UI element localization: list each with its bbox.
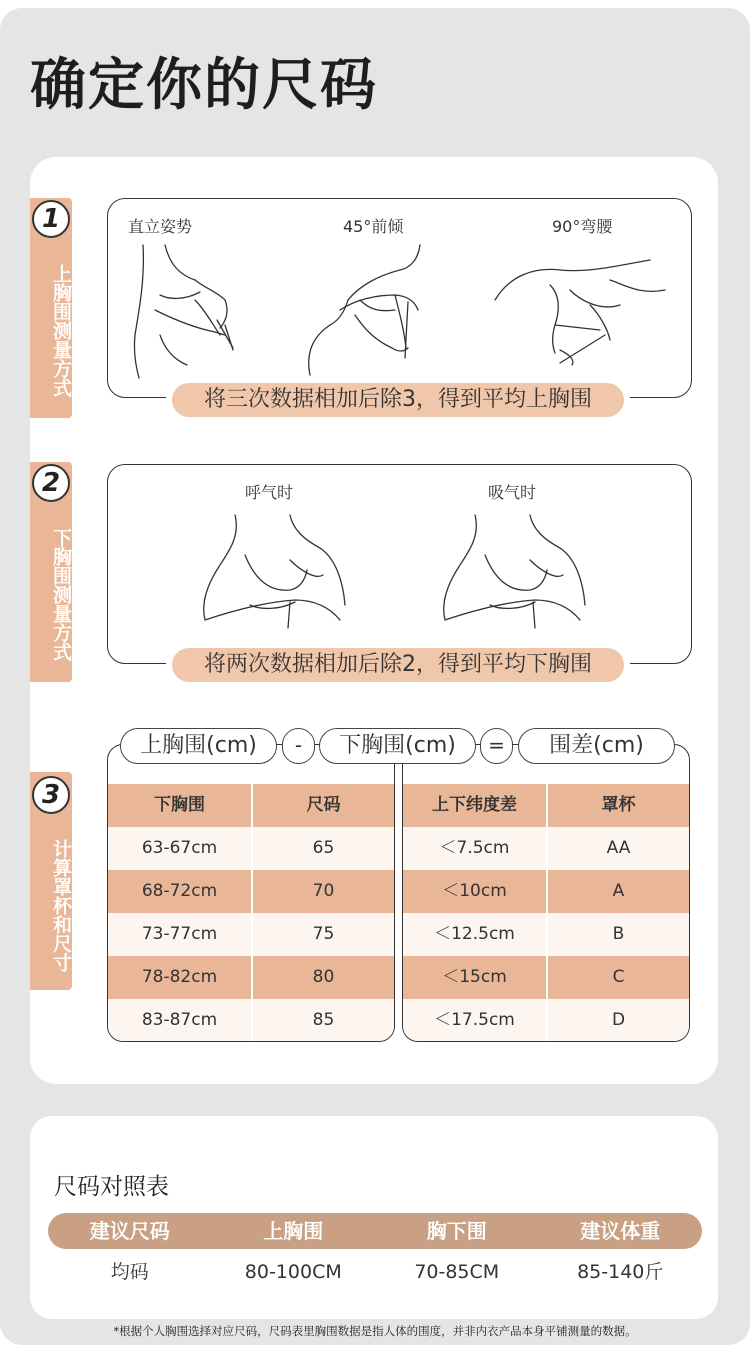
band-cell: 63-67cm bbox=[141, 838, 218, 858]
cup-table-header bbox=[403, 784, 689, 827]
cup-cell: A bbox=[612, 881, 625, 901]
size-cell: 80-100CM bbox=[244, 1261, 342, 1283]
step2-note: 将两次数据相加后除2，得到平均下胸围 bbox=[172, 648, 624, 682]
table-row bbox=[403, 999, 689, 1042]
size-cell: 85 bbox=[312, 1010, 335, 1030]
difference-cell: ＜17.5cm bbox=[434, 1010, 515, 1030]
formula-upper-bust: 上胸围(cm) bbox=[120, 728, 277, 764]
step2-label: 下胸围测量方式 bbox=[50, 527, 72, 661]
pose-label-bend-90: 90°弯腰 bbox=[552, 217, 613, 236]
table-row bbox=[108, 956, 394, 999]
table-row bbox=[108, 870, 394, 913]
page-title: 确定你的尺码 bbox=[30, 53, 378, 118]
table-row bbox=[108, 913, 394, 956]
formula-minus: - bbox=[282, 728, 315, 764]
footnote: *根据个人胸围选择对应尺码，尺码表里胸围数据是指人体的围度，并非内衣产品本身平铺测量的数据。 bbox=[113, 1324, 637, 1338]
table-row bbox=[108, 999, 394, 1042]
size-chart-header bbox=[48, 1213, 702, 1249]
band-cell: 73-77cm bbox=[141, 924, 218, 944]
table-row bbox=[108, 827, 394, 870]
band-cell: 78-82cm bbox=[141, 967, 218, 987]
pose-label-exhale: 呼气时 bbox=[245, 483, 294, 502]
standing-pose-illustration bbox=[125, 240, 255, 380]
size-chart-row bbox=[48, 1256, 702, 1288]
band-header-cell: 下胸围 bbox=[154, 795, 205, 815]
band-cell: 68-72cm bbox=[141, 881, 218, 901]
table-row bbox=[403, 956, 689, 999]
lean-45-pose-illustration bbox=[300, 240, 440, 380]
bend-90-pose-illustration bbox=[490, 255, 675, 375]
table-row bbox=[403, 827, 689, 870]
pose-label-inhale: 吸气时 bbox=[488, 483, 537, 502]
inhale-pose-illustration bbox=[435, 510, 595, 640]
step3-label: 计算罩杯和尺寸 bbox=[50, 838, 72, 972]
pose-label-lean-45: 45°前倾 bbox=[343, 217, 404, 236]
formula-difference: 围差(cm) bbox=[518, 728, 675, 764]
step3-number: 3 bbox=[32, 776, 70, 814]
table-row bbox=[403, 913, 689, 956]
cup-header-cell: 罩杯 bbox=[601, 795, 636, 815]
exhale-pose-illustration bbox=[195, 510, 355, 640]
step1-number: 1 bbox=[32, 200, 70, 238]
size-cell: 75 bbox=[312, 924, 335, 944]
band-size-table bbox=[107, 744, 395, 1042]
step1-label: 上胸围测量方式 bbox=[50, 263, 72, 397]
cup-header-cell: 上下纬度差 bbox=[432, 795, 517, 815]
step2-number: 2 bbox=[32, 464, 70, 502]
cup-cell: C bbox=[612, 967, 625, 987]
difference-cell: ＜12.5cm bbox=[434, 924, 515, 944]
band-table-header bbox=[108, 784, 394, 827]
difference-cell: ＜10cm bbox=[442, 881, 507, 901]
size-header-cell: 建议尺码 bbox=[89, 1219, 170, 1243]
difference-cell: ＜15cm bbox=[442, 967, 507, 987]
size-cell: 70 bbox=[312, 881, 335, 901]
formula-equals: = bbox=[480, 728, 513, 764]
size-header-cell: 胸下围 bbox=[426, 1219, 487, 1243]
cup-cell: D bbox=[611, 1010, 626, 1030]
pose-label-standing: 直立姿势 bbox=[128, 217, 193, 236]
formula-under-bust: 下胸围(cm) bbox=[319, 728, 476, 764]
cup-cell: AA bbox=[606, 838, 631, 858]
size-header-cell: 上胸围 bbox=[263, 1219, 324, 1243]
size-cell: 85-140斤 bbox=[577, 1261, 664, 1283]
difference-cell: ＜7.5cm bbox=[439, 838, 510, 858]
size-header-cell: 建议体重 bbox=[580, 1219, 661, 1243]
size-cell: 均码 bbox=[110, 1261, 149, 1283]
cup-size-table bbox=[402, 744, 690, 1042]
step1-note: 将三次数据相加后除3，得到平均上胸围 bbox=[172, 383, 624, 417]
size-cell: 70-85CM bbox=[414, 1261, 500, 1283]
band-header-cell: 尺码 bbox=[306, 795, 341, 815]
size-chart-title: 尺码对照表 bbox=[54, 1174, 169, 1200]
cup-cell: B bbox=[612, 924, 625, 944]
size-cell: 80 bbox=[312, 967, 335, 987]
band-cell: 83-87cm bbox=[141, 1010, 218, 1030]
size-cell: 65 bbox=[312, 838, 335, 858]
table-row bbox=[403, 870, 689, 913]
